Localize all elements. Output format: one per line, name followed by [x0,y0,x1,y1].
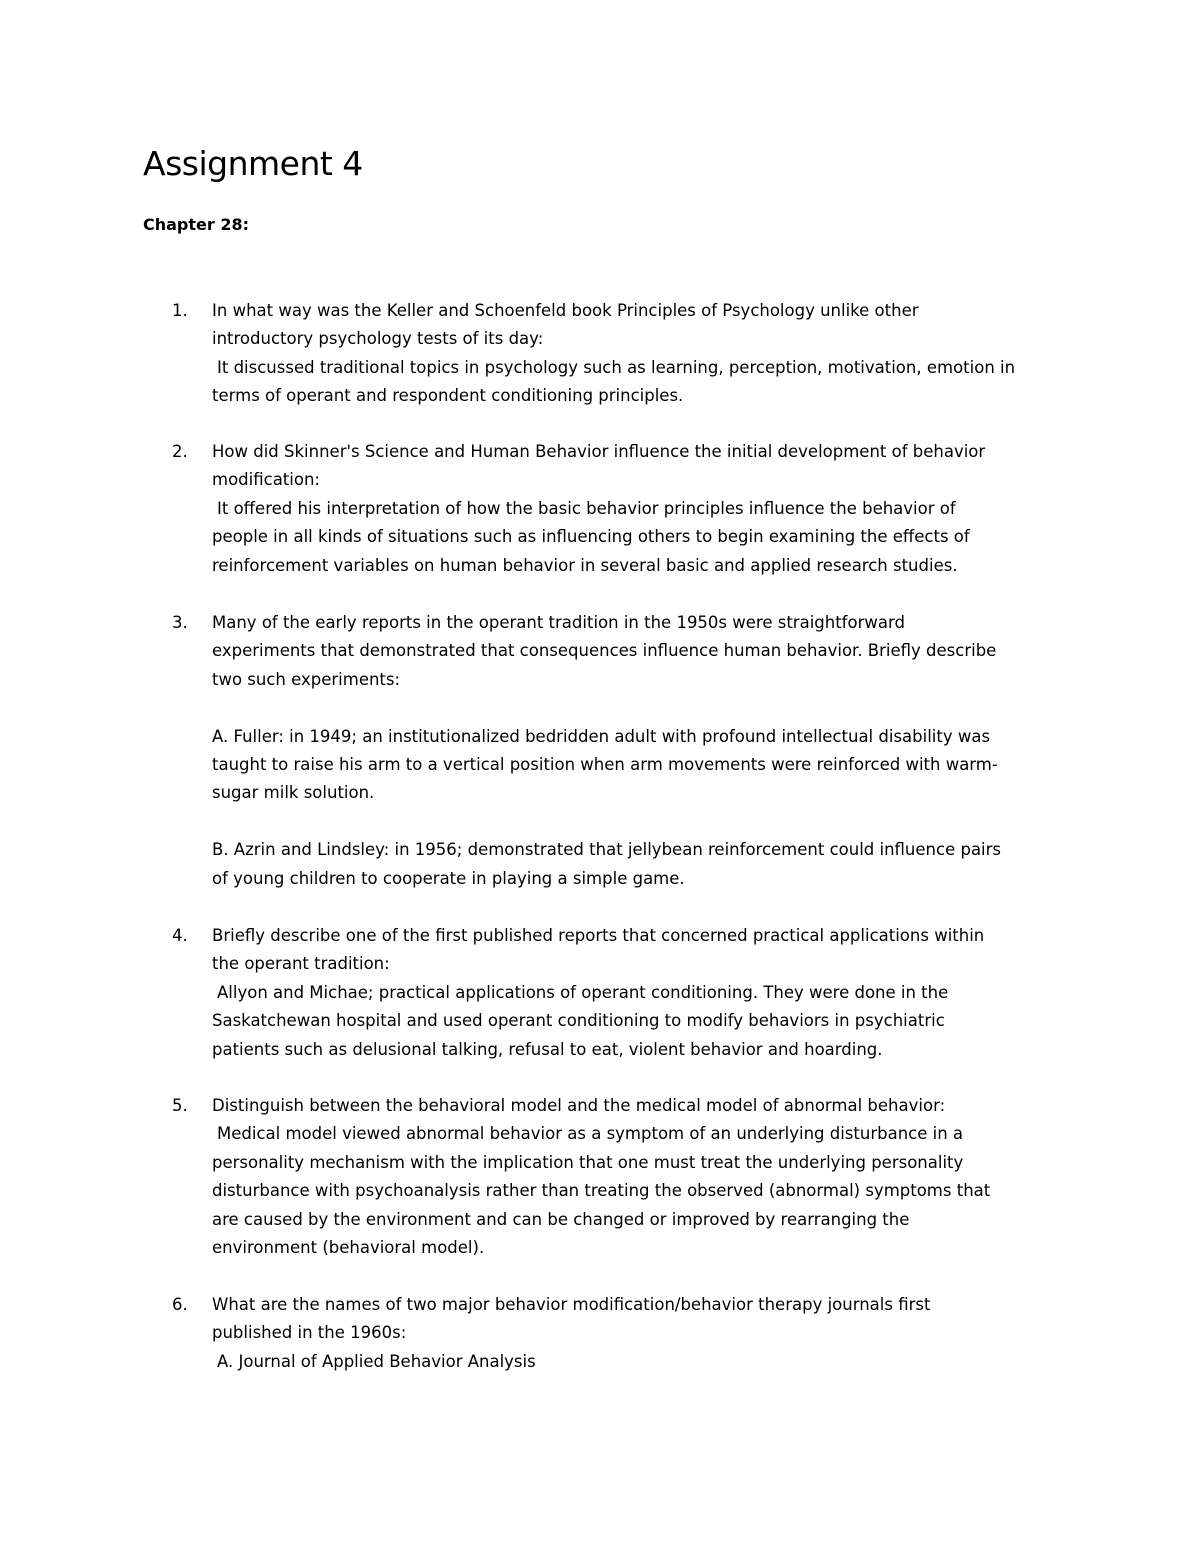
chapter-heading: Chapter 28: [143,215,250,234]
question-text: modification: [212,470,320,490]
answer-text: It discussed traditional topics in psychology such as learning, perception, motivation, emotion in [217,357,1016,377]
question-number: 2. [172,442,188,461]
spacer [212,694,1072,722]
question-4 [172,922,1072,1064]
answer-text: Allyon and Michae; practical applications of operant conditioning. They were done in the [217,982,949,1002]
question-text: In what way was the Keller and Schoenfeld book Principles of Psychology unlike other [212,301,919,320]
answer-text: people in all kinds of situations such as influencing others to begin examining the effects of [212,527,970,547]
question-number: 6. [172,1295,188,1314]
question-6 [172,1291,1072,1376]
spacer [212,808,1072,836]
question-5 [172,1092,1072,1262]
question-number: 5. [172,1096,188,1115]
question-text: Many of the early reports in the operant tradition in the 1950s were straightforward [212,613,905,632]
answer-text: personality mechanism with the implication that one must treat the underlying personality [212,1152,964,1172]
question-number: 1. [172,301,188,320]
question-text: Briefly describe one of the first published reports that concerned practical applications within [212,926,985,945]
question-text: Distinguish between the behavioral model and the medical model of abnormal behavior: [212,1096,946,1115]
answer-a-text: taught to raise his arm to a vertical position when arm movements were reinforced with warm- [212,755,998,775]
answer-text: environment (behavioral model). [212,1238,485,1258]
question-text: published in the 1960s: [212,1323,407,1343]
question-text: two such experiments: [212,669,401,689]
answer-b-text: of young children to cooperate in playing a simple game. [212,868,685,888]
answer-text: are caused by the environment and can be changed or improved by rearranging the [212,1209,910,1229]
answer-text: Saskatchewan hospital and used operant conditioning to modify behaviors in psychiatric [212,1011,945,1031]
answer-text: reinforcement variables on human behavior in several basic and applied research studies. [212,555,958,575]
answer-text: A. Journal of Applied Behavior Analysis [217,1351,536,1371]
question-text: introductory psychology tests of its day: [212,329,544,349]
answer-a-text: sugar milk solution. [212,783,375,803]
answer-text: terms of operant and respondent conditioning principles. [212,386,684,406]
question-2 [172,438,1072,580]
question-text: the operant tradition: [212,954,390,974]
question-number: 3. [172,613,188,632]
question-text: experiments that demonstrated that consequences influence human behavior. Briefly describe [212,641,997,661]
question-text: How did Skinner's Science and Human Behavior influence the initial development of behavior [212,442,986,461]
answer-a-text: A. Fuller: in 1949; an institutionalized bedridden adult with profound intellectual disability was [212,726,991,746]
question-3 [172,609,1072,893]
document-title: Assignment 4 [143,144,363,183]
answer-text: It offered his interpretation of how the basic behavior principles influence the behavior of [217,498,956,518]
question-1 [172,297,1072,411]
answer-text: patients such as delusional talking, refusal to eat, violent behavior and hoarding. [212,1039,883,1059]
question-number: 4. [172,926,188,945]
question-text: What are the names of two major behavior modification/behavior therapy journals first [212,1295,931,1314]
answer-b-text: B. Azrin and Lindsley: in 1956; demonstrated that jellybean reinforcement could influence pairs [212,840,1002,860]
answer-text: disturbance with psychoanalysis rather than treating the observed (abnormal) symptoms that [212,1181,991,1201]
answer-text: Medical model viewed abnormal behavior as a symptom of an underlying disturbance in a [217,1124,964,1144]
